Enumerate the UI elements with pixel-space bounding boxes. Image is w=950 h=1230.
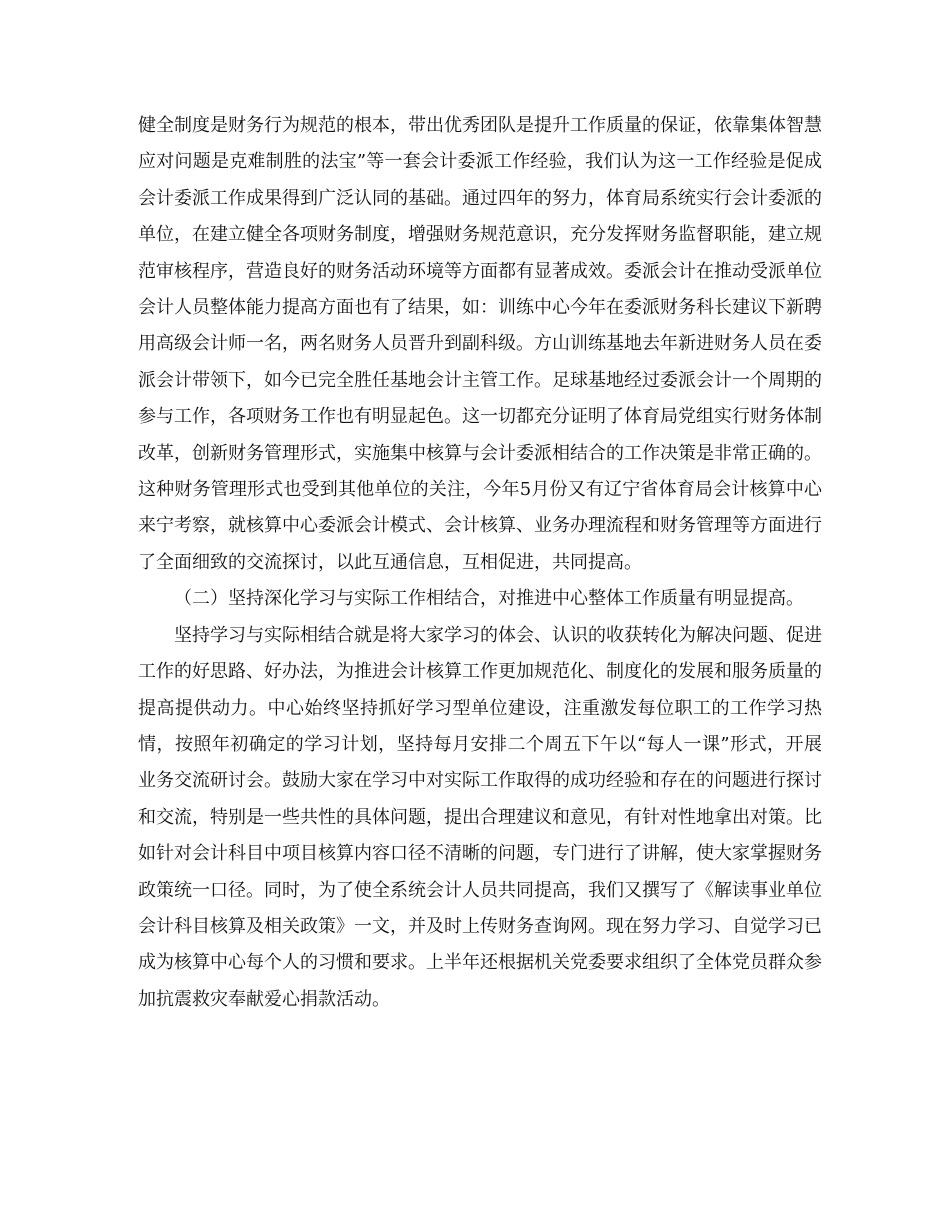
section-heading: （二）坚持深化学习与实际工作相结合，对推进中心整体工作质量有明显提高。 bbox=[174, 588, 804, 610]
paragraph-study: 坚持学习与实际相结合就是将大家学习的体会、认识的收获转化为解决问题、促进工作的好思路、好办法，为推进会计核算工作更加规范化、制度化的发展和服务质量的提高提供动力。中心始终坚持抓好学习型单位建设，注重激发每位职工的工作学习热情，按照年初确定的学习计划，坚持每月安排二个周五下午以“每人一课”形式，开展业务交流研讨会。鼓励大家在学习中对实际工作取得的成功经验和存在的问题进行探讨和交流，特别是一些共性的具体问题，提出合理建议和意见，有针对性地拿出对策。比如针对会计科目中项目核算内容口径不清晰的问题，专门进行了讲解，使大家掌握财务政策统一口径。同时，为了使全系统会计人员共同提高，我们又撰写了《解读事业单位会计科目核算及相关政策》一文，并及时上传财务查询网。现在努力学习、自觉学习已成为核算中心每个人的习惯和要求。上半年还根据机关党委要求组织了全体党员群众参加抗震救灾奉献爱心捐款活动。 bbox=[138, 624, 822, 1010]
document-body bbox=[138, 108, 822, 1018]
paragraph-continued: 健全制度是财务行为规范的根本，带出优秀团队是提升工作质量的保证，依靠集体智慧应对问题是克难制胜的法宝”等一套会计委派工作经验，我们认为这一工作经验是促成会计委派工作成果得到广泛认同的基础。通过四年的努力，体育局系统实行会计委派的单位，在建立健全各项财务制度，增强财务规范意识，充分发挥财务监督职能，建立规范审核程序，营造良好的财务活动环境等方面都有显著成效。委派会计在推动受派单位会计人员整体能力提高方面也有了结果，如：训练中心今年在委派财务科长建议下新聘用高级会计师一名，两名财务人员晋升到副科级。方山训练基地去年新进财务人员在委派会计带领下，如今已完全胜任基地会计主管工作。足球基地经过委派会计一个周期的参与工作，各项财务工作也有明显起色。这一切都充分证明了体育局党组实行财务体制改革，创新财务管理形式，实施集中核算与会计委派相结合的工作决策是非常正确的。这种财务管理形式也受到其他单位的关注，今年5月份又有辽宁省体育局会计核算中心来宁考察，就核算中心委派会计模式、会计核算、业务办理流程和财务管理等方面进行了全面细致的交流探讨，以此互通信息，互相促进，共同提高。 bbox=[138, 115, 822, 573]
